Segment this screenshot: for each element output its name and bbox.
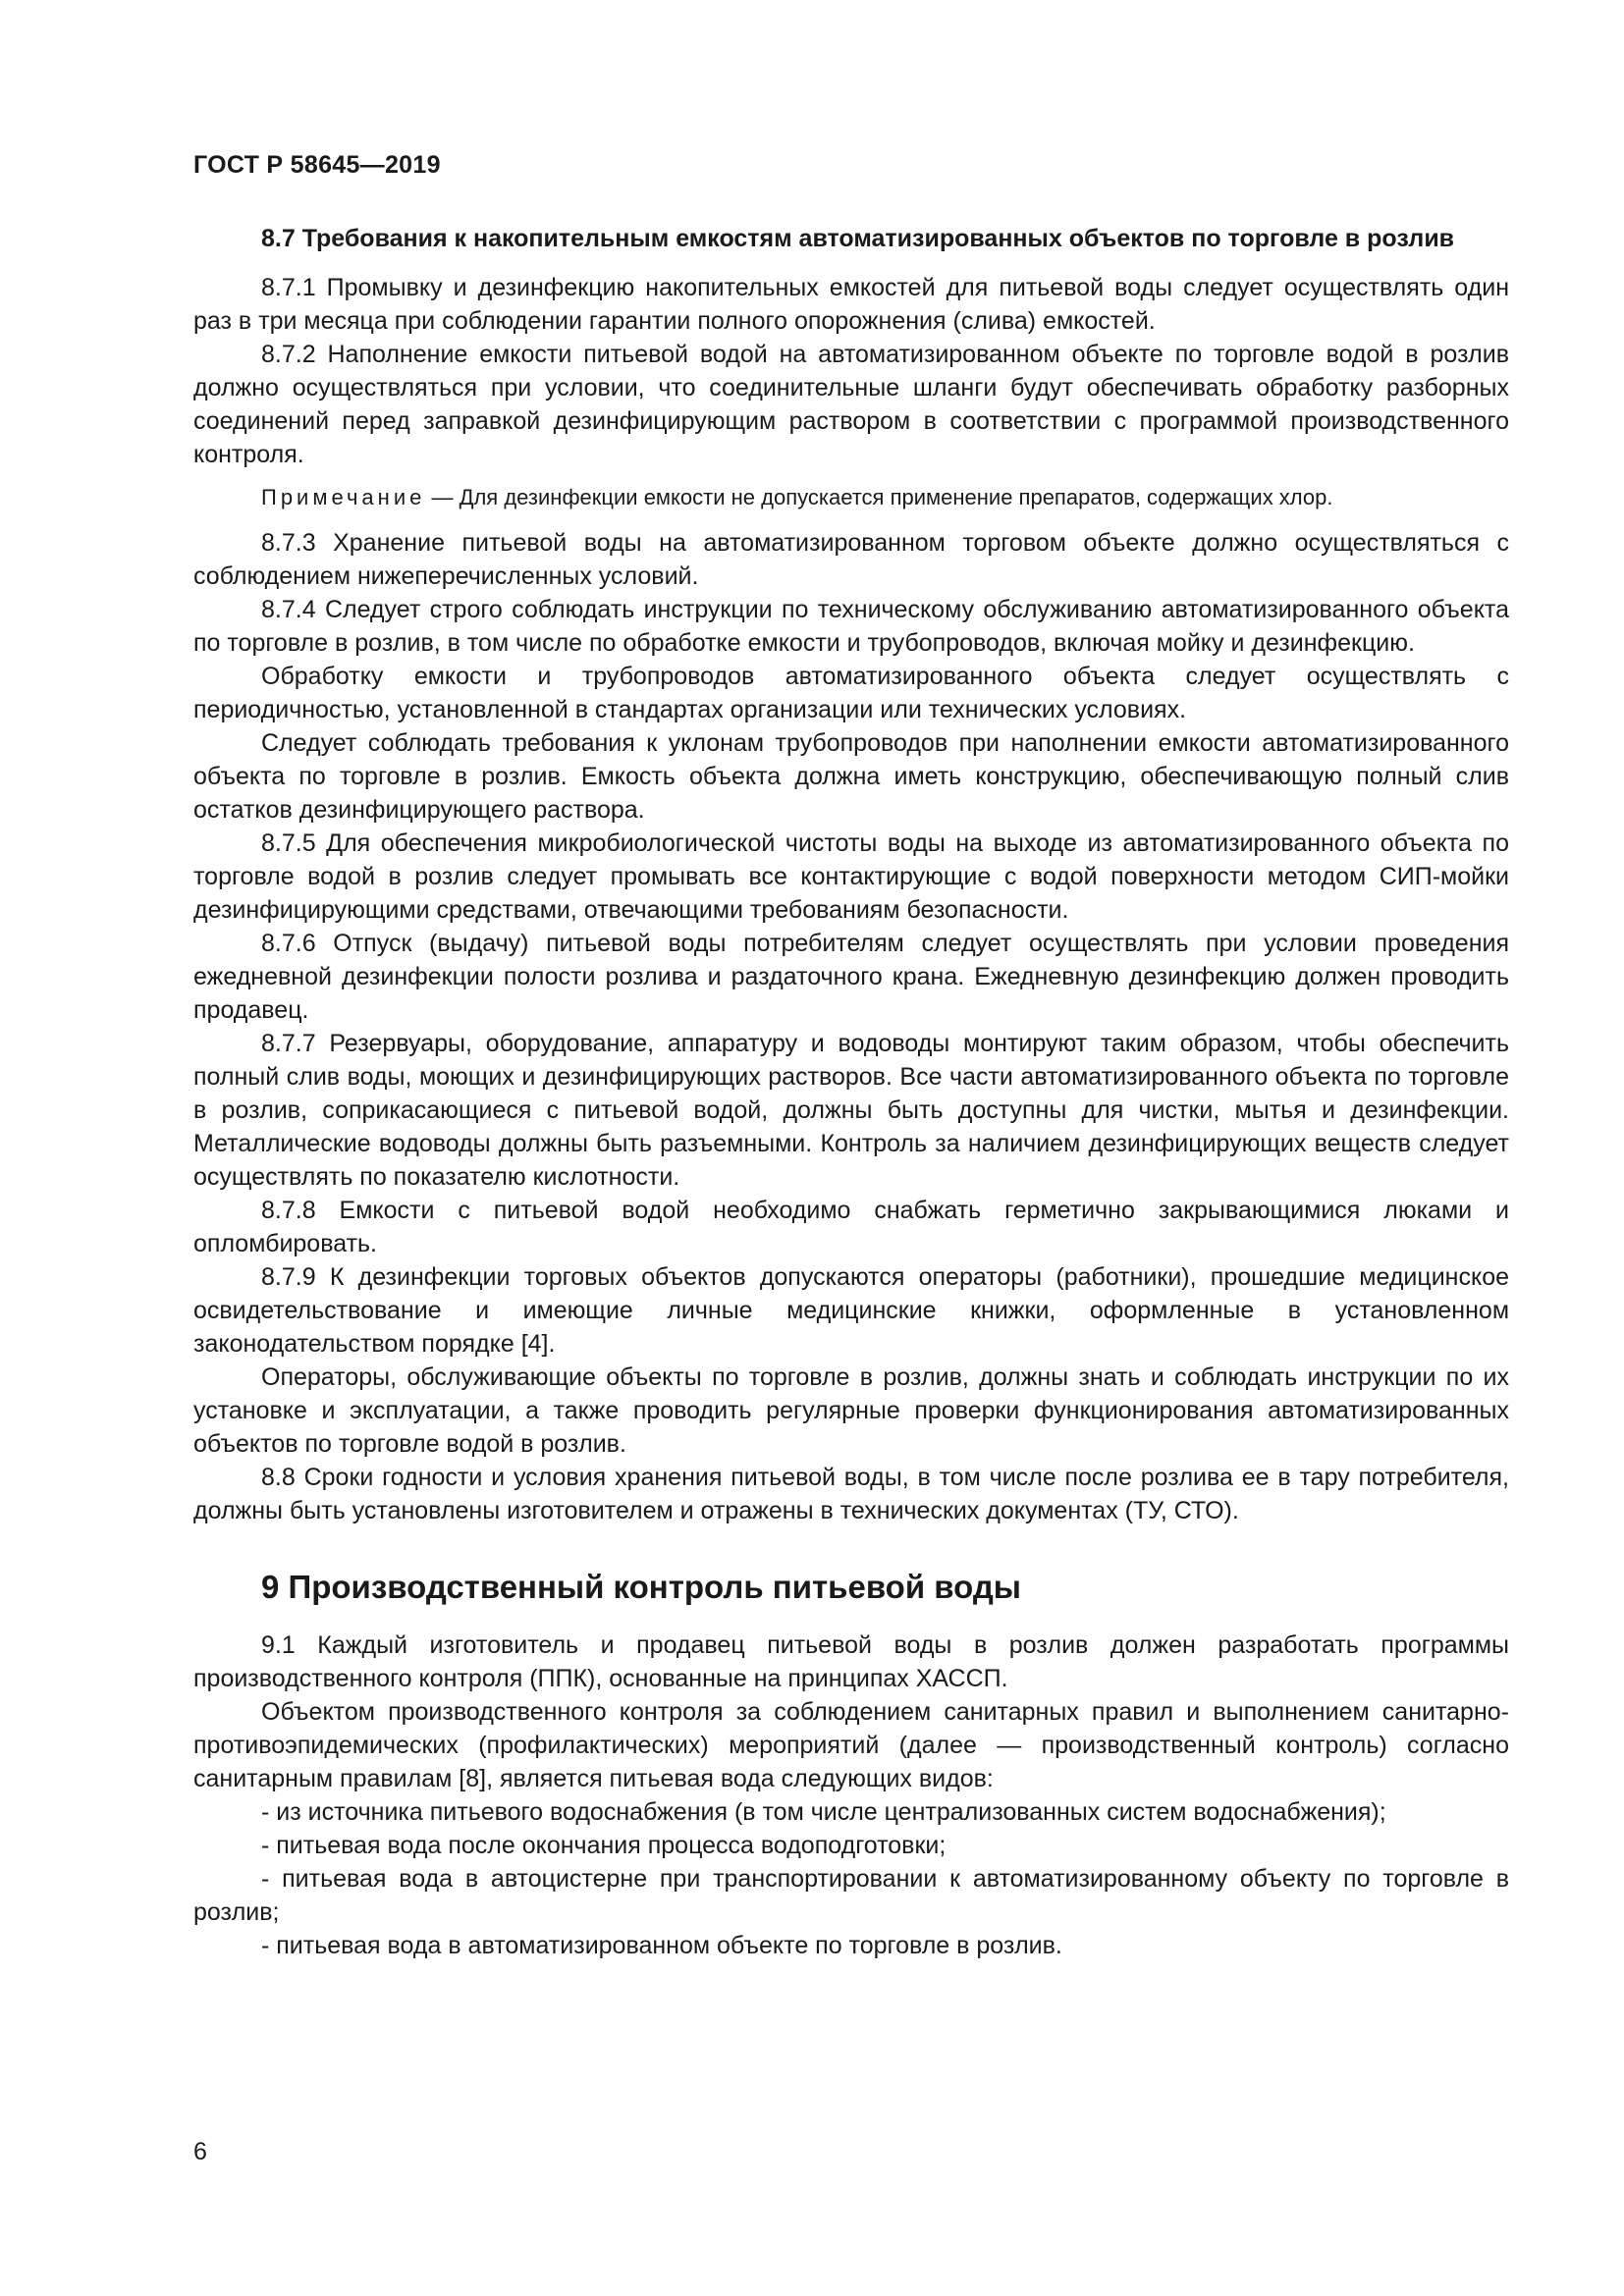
standard-header: ГОСТ Р 58645—2019	[193, 151, 441, 179]
paragraph-8-7-4-treatment: Обработку емкости и трубопроводов автоматизированного объекта следует осуществлять с периодичностью, установленной в стандартах организации или технических условиях.	[193, 663, 1509, 723]
paragraph-8-7-2: 8.7.2 Наполнение емкости питьевой водой на автоматизированном объекте по торговле водой в розлив должно осуществляться при условии, что соединительные шланги будут обеспечивать обработку разборных соединений перед заправкой дезинфицирующим раствором в соответствии с программой производственного контроля.	[193, 341, 1509, 468]
list-item: - из источника питьевого водоснабжения (в том числе централизованных систем водоснабжения);	[261, 1798, 1386, 1826]
page-content	[193, 222, 1509, 1962]
section-8-7-heading: 8.7 Требования к накопительным емкостям автоматизированных объектов по торговле в розлив	[261, 225, 1455, 252]
paragraph-8-7-9: 8.7.9 К дезинфекции торговых объектов допускаются операторы (работники), прошедшие медицинское освидетельствование и имеющие личные медицинские книжки, оформленные в установленном законодательством порядке [4].	[193, 1263, 1509, 1358]
list-item: - питьевая вода в автоматизированном объекте по торговле в розлив.	[261, 1932, 1062, 1959]
paragraph-8-7-4: 8.7.4 Следует строго соблюдать инструкции по техническому обслуживанию автоматизированного объекта по торговле в розлив, в том числе по обработке емкости и трубопроводов, включая мойку и дезинфекцию.	[193, 596, 1509, 657]
paragraph-8-7-3: 8.7.3 Хранение питьевой воды на автоматизированном торговом объекте должно осуществляться с соблюдением нижеперечисленных условий.	[193, 529, 1509, 590]
paragraph-8-7-1: 8.7.1 Промывку и дезинфекцию накопительных емкостей для питьевой воды следует осуществлять один раз в три месяца при соблюдении гарантии полного опорожнения (слива) емкостей.	[193, 274, 1509, 335]
paragraph-8-7-8: 8.7.8 Емкости с питьевой водой необходимо снабжать герметично закрывающимися люками и опломбировать.	[193, 1197, 1509, 1257]
paragraph-8-7-7: 8.7.7 Резервуары, оборудование, аппаратуру и водоводы монтируют таким образом, чтобы обеспечить полный слив воды, моющих и дезинфицирующих растворов. Все части автоматизированного объекта по торговле в розлив, соприкасающиеся с питьевой водой, должны быть доступны для чистки, мытья и дезинфекции. Металлические водоводы должны быть разъемными. Контроль за наличием дезинфицирующих веществ следует осуществлять по показателю кислотности.	[193, 1030, 1509, 1191]
list-item: - питьевая вода после окончания процесса водоподготовки;	[261, 1832, 947, 1859]
section-9-heading: 9 Производственный контроль питьевой воды	[261, 1569, 1021, 1605]
paragraph-8-7-5: 8.7.5 Для обеспечения микробиологической чистоты воды на выходе из автоматизированного объекта по торговле водой в розлив следует промывать все контактирующие с водой поверхности методом СИП-мойки дезинфицирующими средствами, отвечающими требованиям безопасности.	[193, 829, 1509, 924]
note-label: Примечание	[261, 485, 426, 509]
paragraph-8-7-6: 8.7.6 Отпуск (выдачу) питьевой воды потребителям следует осуществлять при условии проведения ежедневной дезинфекции полости розлива и раздаточного крана. Ежедневную дезинфекцию должен проводить продавец.	[193, 930, 1509, 1024]
note	[193, 483, 1509, 512]
paragraph-8-7-4-slopes: Следует соблюдать требования к уклонам трубопроводов при наполнении емкости автоматизированного объекта по торговле в розлив. Емкость объекта должна иметь конструкцию, обеспечивающую полный слив остатков дезинфицирующего раствора.	[193, 729, 1509, 824]
paragraph-9-1-object: Объектом производственного контроля за соблюдением санитарных правил и выполнением санитарно-противоэпидемических (профилактических) мероприятий (далее — производственный контроль) согласно санитарным правилам [8], является питьевая вода следующих видов:	[193, 1698, 1509, 1792]
page-number: 6	[193, 2138, 207, 2165]
note-text: — Для дезинфекции емкости не допускается применение препаратов, содержащих хлор.	[425, 485, 1333, 509]
paragraph-8-7-9-operators: Операторы, обслуживающие объекты по торговле в розлив, должны знать и соблюдать инструкции по их установке и эксплуатации, а также проводить регулярные проверки функционирования автоматизированных объектов по торговле водой в розлив.	[193, 1363, 1509, 1458]
list-item: - питьевая вода в автоцистерне при транспортировании к автоматизированному объекту по торговле в розлив;	[193, 1865, 1509, 1926]
paragraph-9-1: 9.1 Каждый изготовитель и продавец питьевой воды в розлив должен разработать программы производственного контроля (ППК), основанные на принципах ХАССП.	[193, 1631, 1509, 1692]
paragraph-8-8: 8.8 Сроки годности и условия хранения питьевой воды, в том числе после розлива ее в тару потребителя, должны быть установлены изготовителем и отражены в технических документах (ТУ, СТО).	[193, 1464, 1509, 1524]
